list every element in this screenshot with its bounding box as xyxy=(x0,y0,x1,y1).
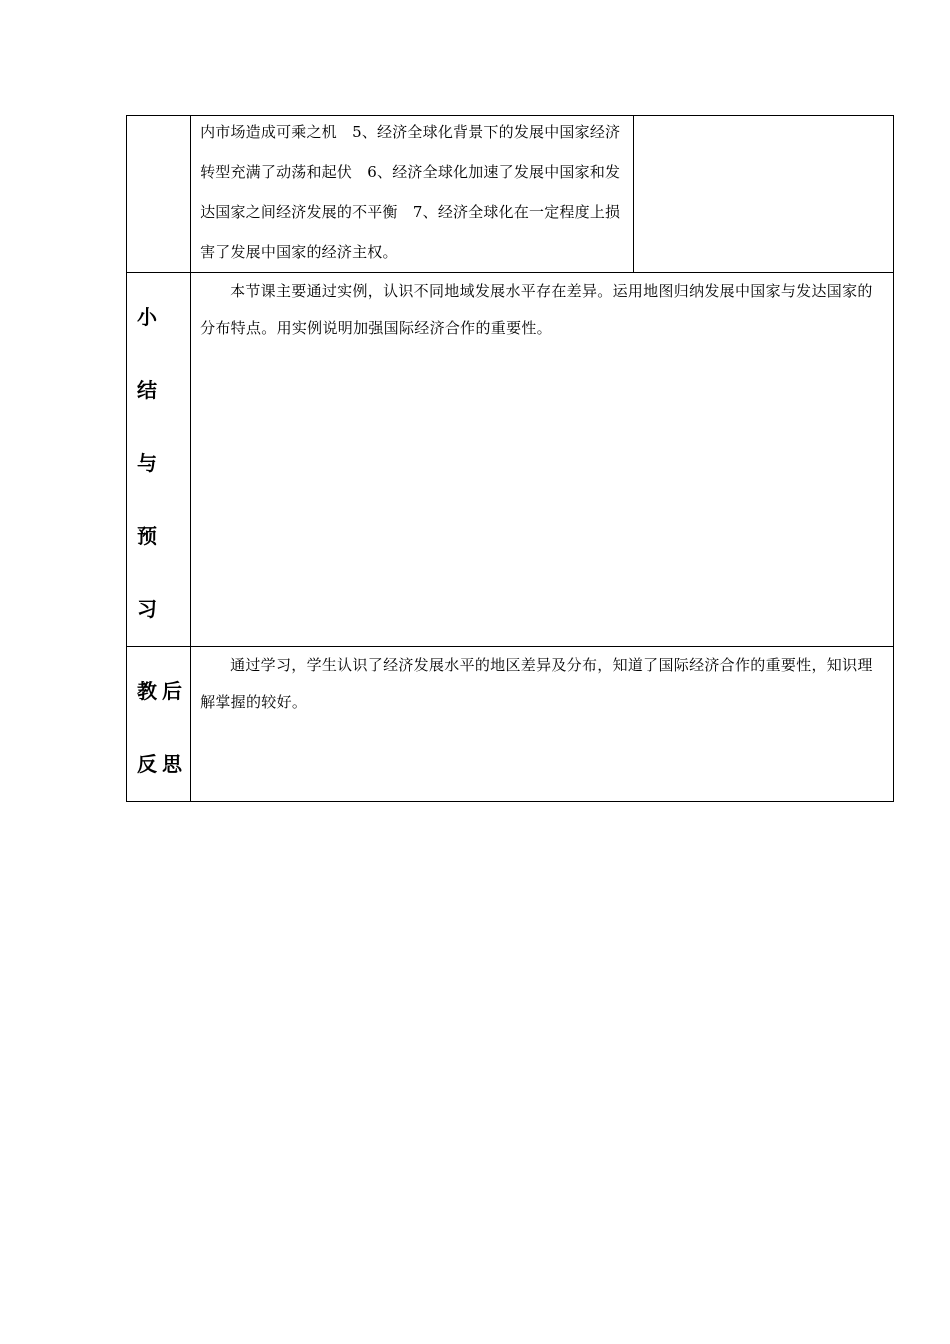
summary-label-line: 与 预 xyxy=(137,451,162,548)
reflection-label-cell xyxy=(127,647,191,802)
continuation-notes-cell xyxy=(633,116,893,273)
reflection-label xyxy=(127,647,187,801)
summary-content-cell xyxy=(191,273,894,647)
summary-label-line: 习 xyxy=(137,597,162,621)
continuation-content-cell xyxy=(191,116,634,273)
reflection-text: 通过学习，学生认识了经济发展水平的地区差异及分布，知道了国际经济合作的重要性，知识理解掌握的较好。 xyxy=(200,656,873,711)
reflection-label-line: 教后 xyxy=(137,679,187,703)
summary-label-line: 小 结 xyxy=(137,305,162,402)
continuation-row xyxy=(127,116,894,273)
summary-label xyxy=(127,273,187,646)
summary-text: 本节课主要通过实例，认识不同地域发展水平存在差异。运用地图归纳发展中国家与发达国家的分布特点。用实例说明加强国际经济合作的重要性。 xyxy=(200,282,873,337)
reflection-row xyxy=(127,647,894,802)
reflection-label-line: 反思 xyxy=(137,752,187,776)
reflection-content-cell xyxy=(191,647,894,802)
summary-row xyxy=(127,273,894,647)
lesson-plan-table xyxy=(126,115,894,802)
continuation-label-cell xyxy=(127,116,191,273)
continuation-text: 内市场造成可乘之机 5、经济全球化背景下的发展中国家经济转型充满了动荡和起伏 6、经济全球化加速了发展中国家和发达国家之间经济发展的不平衡 7、经济全球化在一定程度上损害了发展中国家的经济主权。 xyxy=(200,123,621,261)
summary-label-cell xyxy=(127,273,191,647)
